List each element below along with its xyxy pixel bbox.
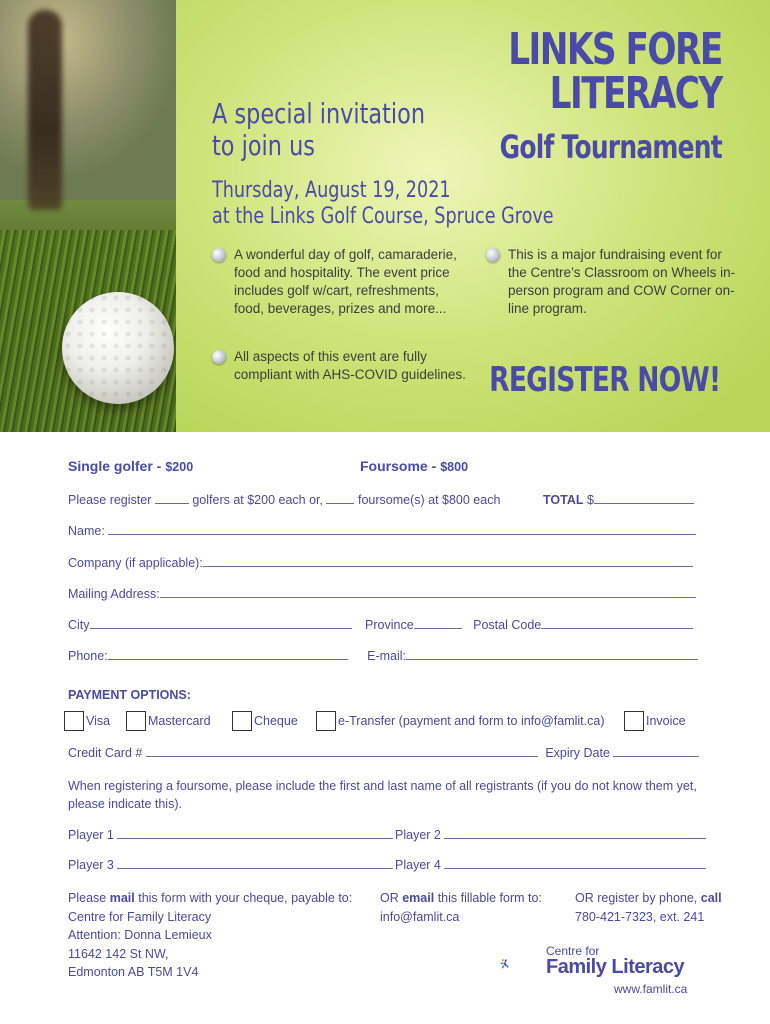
player-3-field[interactable] (117, 857, 393, 869)
bullet-icon (212, 350, 226, 364)
player-4-field[interactable] (444, 857, 706, 869)
bullet-icon (212, 248, 226, 262)
payment-option-mastercard[interactable]: Mastercard (126, 711, 211, 731)
golfer-silhouette (28, 10, 62, 210)
invitation-heading: A special invitation to join us (212, 97, 426, 162)
golf-ball-photo (0, 0, 176, 432)
email-instructions: OR email this fillable form to: info@famlit.ca (380, 889, 542, 926)
etransfer-checkbox[interactable] (316, 711, 336, 731)
foursome-count-field[interactable] (326, 492, 354, 504)
email-field[interactable] (406, 648, 698, 660)
event-title (508, 24, 722, 119)
bullet-event-details: A wonderful day of golf, camaraderie, food and hospitality. The event price includes golf w/cart, refreshments, food, beverages, prizes and more... (212, 246, 472, 318)
single-golfer-price: Single golfer - $200 (68, 458, 194, 474)
player-1-line: Player 1 (68, 827, 393, 842)
total-line: TOTAL $ (543, 492, 694, 507)
mastercard-checkbox[interactable] (126, 711, 146, 731)
bullet-covid: All aspects of this event are fully compliant with AHS-COVID guidelines. (212, 348, 472, 384)
phone-number: 780-421-7323, ext. 241 (575, 909, 705, 924)
visa-checkbox[interactable] (64, 711, 84, 731)
city-province-line: City Province Postal Code (68, 617, 693, 632)
player-1-field[interactable] (117, 827, 393, 839)
golfers-count-field[interactable] (155, 492, 189, 504)
phone-email-line: Phone: E-mail: (68, 648, 698, 663)
event-subtitle: Golf Tournament (499, 128, 722, 166)
logo-text-small: Centre for (546, 944, 600, 958)
payment-option-etransfer[interactable]: e-Transfer (payment and form to info@famlit.ca) (316, 711, 605, 731)
payment-options-title: PAYMENT OPTIONS: (68, 688, 191, 702)
player-2-line: Player 2 (395, 827, 706, 842)
register-quantity-line: Please register golfers at $200 each or, foursome(s) at $800 each (68, 493, 501, 507)
player-2-field[interactable] (444, 827, 706, 839)
payment-option-visa[interactable]: Visa (64, 711, 110, 731)
hero-banner (0, 0, 770, 432)
foursome-note: When registering a foursome, please include the first and last name of all registrants (if you do not know them yet, please indicate this). (68, 779, 697, 811)
postal-code-field[interactable] (541, 617, 693, 629)
player-3-line: Player 3 (68, 857, 393, 872)
player-4-line: Player 4 (395, 857, 706, 872)
payment-option-invoice[interactable]: Invoice (624, 711, 686, 731)
title-line-1: LINKS FORE (508, 24, 722, 75)
company-field[interactable] (203, 555, 693, 567)
event-date-location: Thursday, August 19, 2021 at the Links Golf Course, Spruce Grove (212, 178, 554, 229)
city-field[interactable] (90, 617, 352, 629)
logo-text-big: Family Literacy (546, 956, 685, 978)
name-field[interactable] (108, 523, 696, 535)
phone-instructions: OR register by phone, call 780-421-7323, ext. 241 (575, 889, 722, 926)
register-now-heading: REGISTER NOW! (488, 360, 720, 400)
province-field[interactable] (414, 617, 462, 629)
phone-field[interactable] (108, 648, 348, 660)
name-line: Name: (68, 523, 696, 538)
expiry-date-field[interactable] (613, 745, 699, 757)
total-field[interactable] (594, 492, 694, 504)
credit-card-line: Credit Card # Expiry Date (68, 745, 699, 760)
foursome-price: Foursome - $800 (360, 458, 469, 474)
mailing-line: Mailing Address: (68, 586, 696, 601)
payment-option-cheque[interactable]: Cheque (232, 711, 298, 731)
title-line-2: LITERACY (549, 68, 722, 119)
credit-card-field[interactable] (146, 745, 538, 757)
bullet-fundraising: This is a major fundraising event for the Centre’s Classroom on Wheels in-person program and COW Corner on-line program. (486, 246, 736, 318)
bullet-icon (486, 248, 500, 262)
family-literacy-logo-icon (500, 940, 546, 988)
invoice-checkbox[interactable] (624, 711, 644, 731)
company-line: Company (if applicable): (68, 555, 693, 570)
cheque-checkbox[interactable] (232, 711, 252, 731)
golf-ball-image (62, 292, 174, 404)
mailing-address-field[interactable] (160, 586, 696, 598)
website-link[interactable]: www.famlit.ca (614, 982, 688, 996)
mail-instructions: Please mail this form with your cheque, payable to: Centre for Family Literacy Attention: Donna Lemieux 11642 142 St NW, Edmonton AB T5M 1V4 (68, 891, 353, 979)
email-address-link[interactable]: info@famlit.ca (380, 909, 460, 924)
